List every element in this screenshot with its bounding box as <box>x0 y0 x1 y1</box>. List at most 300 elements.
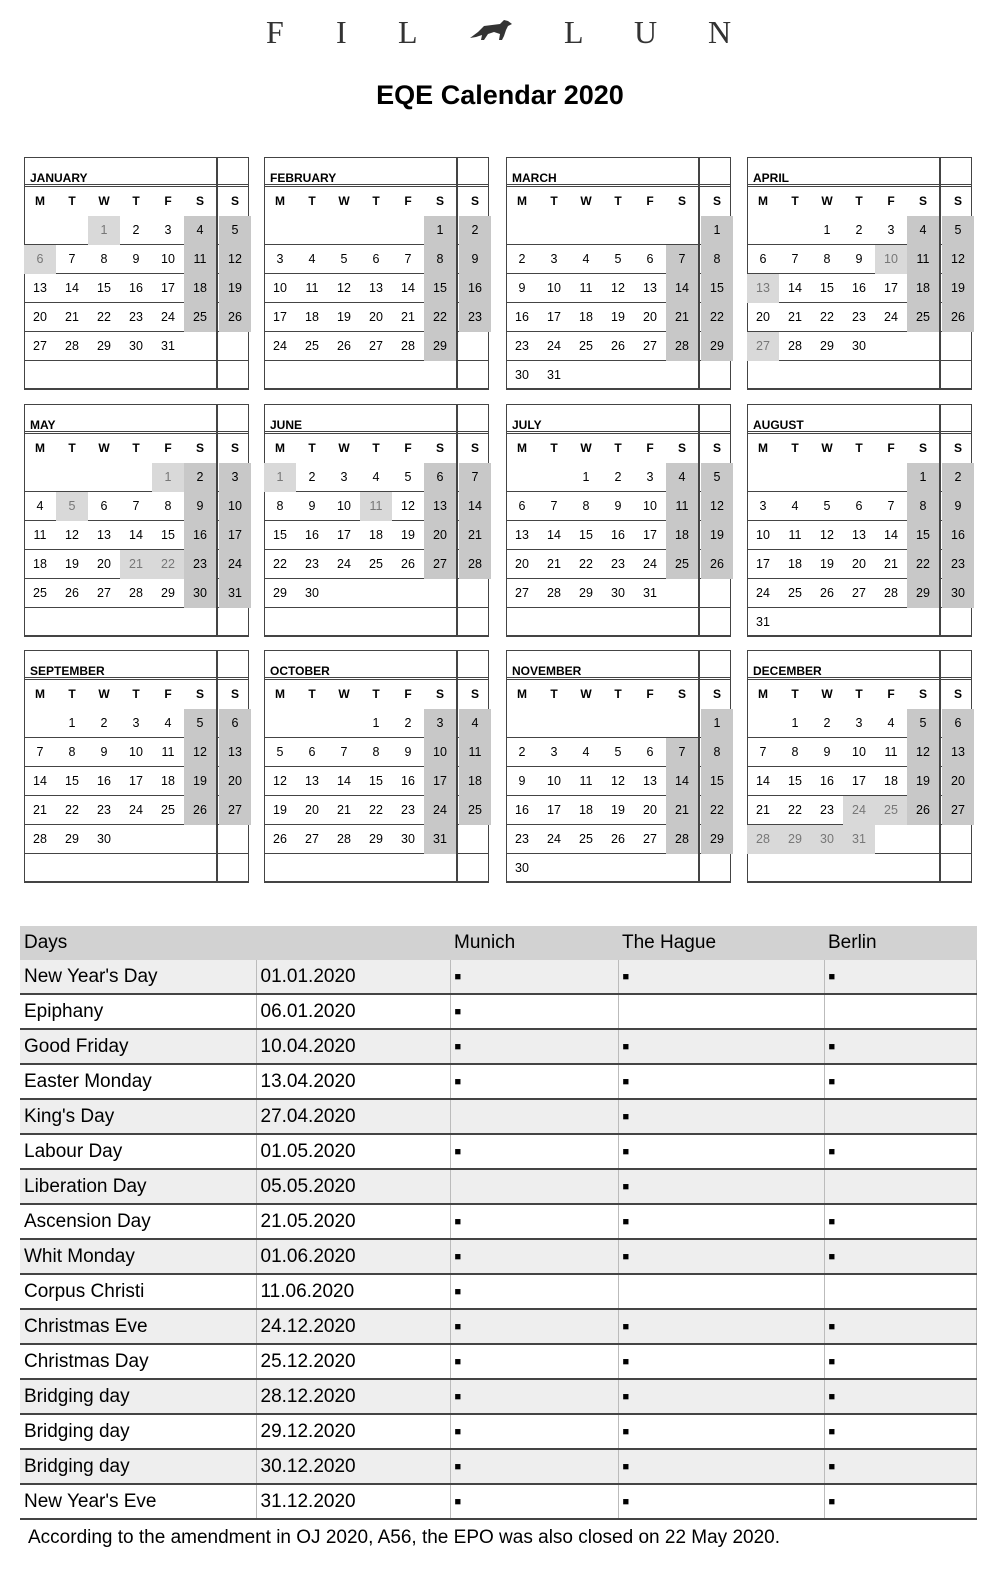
munich-mark: ■ <box>450 1344 618 1379</box>
munich-mark: ■ <box>450 994 618 1029</box>
calendar-day: 4 <box>887 716 895 730</box>
weekday-label: S <box>435 194 444 208</box>
calendar-day: 27 <box>219 796 251 825</box>
calendar-day: 9 <box>518 281 526 295</box>
weekday-label: W <box>338 194 350 208</box>
calendar-day: 24 <box>219 550 251 579</box>
calendar-day: 28 <box>337 832 351 846</box>
weekday-label: T <box>132 441 140 455</box>
calendar-day: 12 <box>907 738 939 767</box>
weekday-label: F <box>164 687 172 701</box>
calendar-day: 8 <box>791 745 799 759</box>
calendar-day: 28 <box>747 825 779 854</box>
calendar-day: 15 <box>701 274 733 303</box>
weekday-label: W <box>821 441 833 455</box>
calendar-day: 7 <box>459 463 491 492</box>
calendar-day: 15 <box>907 521 939 550</box>
weekday-label: S <box>677 441 686 455</box>
calendar-day: 2 <box>404 716 412 730</box>
calendar-day: 25 <box>666 550 698 579</box>
the-hague-mark: ■ <box>618 960 824 994</box>
table-row <box>20 1449 977 1484</box>
calendar-day: 11 <box>33 528 47 542</box>
calendar-day: 30 <box>305 586 319 600</box>
calendar-day: 10 <box>219 492 251 521</box>
calendar-day: 13 <box>33 281 47 295</box>
weekday-label: T <box>550 441 558 455</box>
calendar-day: 13 <box>747 274 779 303</box>
calendar-day: 5 <box>614 252 622 266</box>
holiday-date: 21.05.2020 <box>256 1204 450 1239</box>
calendar-day: 4 <box>164 716 172 730</box>
calendar-day: 20 <box>424 521 456 550</box>
month-name: MAY <box>30 418 56 432</box>
month-october <box>264 650 489 883</box>
calendar-day: 26 <box>942 303 974 332</box>
berlin-mark: ■ <box>824 1029 977 1064</box>
calendar-day: 7 <box>550 499 558 513</box>
weekday-label: S <box>230 194 239 208</box>
calendar-day: 13 <box>369 281 383 295</box>
calendar-day: 23 <box>97 803 111 817</box>
month-february <box>264 157 489 390</box>
calendar-day: 11 <box>360 492 392 521</box>
logo-letter: L <box>564 14 584 50</box>
the-hague-mark: ■ <box>618 1029 824 1064</box>
calendar-day: 7 <box>36 745 44 759</box>
the-hague-mark: ■ <box>618 1414 824 1449</box>
calendar-day: 13 <box>515 528 529 542</box>
weekday-label: T <box>132 687 140 701</box>
weekday-label: S <box>918 687 927 701</box>
calendar-day: 19 <box>65 557 79 571</box>
calendar-day: 3 <box>219 463 251 492</box>
munich-mark: ■ <box>450 1134 618 1169</box>
calendar-day: 26 <box>611 339 625 353</box>
calendar-day: 24 <box>424 796 456 825</box>
calendar-day: 12 <box>184 738 216 767</box>
calendar-day: 27 <box>515 586 529 600</box>
calendar-day: 24 <box>547 832 561 846</box>
calendar-day: 4 <box>582 252 590 266</box>
weekday-label: M <box>517 194 527 208</box>
calendar-day: 6 <box>646 252 654 266</box>
berlin-mark: ■ <box>824 1379 977 1414</box>
calendar-day: 30 <box>811 825 843 854</box>
holiday-date: 24.12.2020 <box>256 1309 450 1344</box>
weekday-label: M <box>758 194 768 208</box>
calendar-day: 21 <box>788 310 802 324</box>
calendar-day: 25 <box>305 339 319 353</box>
holiday-name: Ascension Day <box>20 1204 256 1239</box>
calendar-day: 2 <box>518 745 526 759</box>
calendar-day: 22 <box>701 303 733 332</box>
holiday-date: 13.04.2020 <box>256 1064 450 1099</box>
weekday-label: F <box>646 441 654 455</box>
calendar-day: 8 <box>68 745 76 759</box>
calendar-day: 23 <box>401 803 415 817</box>
header-the-hague: The Hague <box>618 926 824 960</box>
calendar-day: 24 <box>161 310 175 324</box>
calendar-day: 25 <box>579 832 593 846</box>
weekday-label: T <box>791 687 799 701</box>
calendar-day: 2 <box>100 716 108 730</box>
calendar-day: 16 <box>97 774 111 788</box>
month-name: FEBRUARY <box>270 171 337 185</box>
holiday-date: 11.06.2020 <box>256 1274 450 1309</box>
calendar-day: 8 <box>100 252 108 266</box>
holiday-name: Liberation Day <box>20 1169 256 1204</box>
calendar-day: 29 <box>820 339 834 353</box>
calendar-day: 1 <box>791 716 799 730</box>
weekday-label: S <box>712 194 721 208</box>
berlin-mark <box>824 1274 977 1309</box>
calendar-day: 28 <box>666 332 698 361</box>
calendar-day: 14 <box>337 774 351 788</box>
berlin-mark: ■ <box>824 1344 977 1379</box>
calendar-day: 11 <box>305 281 319 295</box>
calendar-day: 28 <box>666 825 698 854</box>
calendar-day: 3 <box>887 223 895 237</box>
calendar-day: 17 <box>219 521 251 550</box>
weekday-label: F <box>887 194 895 208</box>
weekday-label: W <box>98 441 110 455</box>
table-row <box>20 1274 977 1309</box>
month-november <box>506 650 731 883</box>
calendar-day: 11 <box>907 245 939 274</box>
berlin-mark <box>824 994 977 1029</box>
calendar-day: 17 <box>273 310 287 324</box>
calendar-day: 23 <box>515 339 529 353</box>
calendar-day: 20 <box>852 557 866 571</box>
calendar-day: 20 <box>515 557 529 571</box>
calendar-day: 25 <box>788 586 802 600</box>
calendar-day: 19 <box>820 557 834 571</box>
calendar-day: 2 <box>614 470 622 484</box>
calendar-day: 11 <box>884 745 898 759</box>
calendar-day: 26 <box>273 832 287 846</box>
calendar-day: 7 <box>666 245 698 274</box>
calendar-day: 20 <box>369 310 383 324</box>
weekday-label: T <box>372 194 380 208</box>
calendar-day: 29 <box>579 586 593 600</box>
weekday-label: W <box>580 194 592 208</box>
calendar-day: 14 <box>547 528 561 542</box>
weekday-label: S <box>470 194 479 208</box>
holiday-name: Christmas Day <box>20 1344 256 1379</box>
calendar-day: 14 <box>401 281 415 295</box>
weekday-label: S <box>230 687 239 701</box>
table-row <box>20 1414 977 1449</box>
calendar-day: 30 <box>515 368 529 382</box>
calendar-day: 3 <box>340 470 348 484</box>
calendar-day: 18 <box>459 767 491 796</box>
calendar-day: 2 <box>855 223 863 237</box>
the-hague-mark: ■ <box>618 1344 824 1379</box>
calendar-day: 15 <box>579 528 593 542</box>
weekday-label: T <box>372 687 380 701</box>
calendar-day: 12 <box>219 245 251 274</box>
month-name: APRIL <box>753 171 789 185</box>
weekday-label: W <box>98 687 110 701</box>
calendar-day: 4 <box>791 499 799 513</box>
holiday-name: Bridging day <box>20 1379 256 1414</box>
calendar-day: 30 <box>852 339 866 353</box>
calendar-day: 22 <box>820 310 834 324</box>
calendar-day: 1 <box>68 716 76 730</box>
table-row <box>20 1204 977 1239</box>
calendar-day: 14 <box>129 528 143 542</box>
calendar-day: 3 <box>132 716 140 730</box>
weekday-label: S <box>195 687 204 701</box>
calendar-day: 20 <box>643 803 657 817</box>
calendar-day: 7 <box>887 499 895 513</box>
weekday-label: S <box>677 194 686 208</box>
calendar-day: 20 <box>756 310 770 324</box>
calendar-day: 17 <box>129 774 143 788</box>
calendar-day: 10 <box>161 252 175 266</box>
calendar-day: 6 <box>24 245 56 274</box>
calendar-day: 27 <box>643 339 657 353</box>
the-hague-mark: ■ <box>618 1484 824 1519</box>
calendar-day: 18 <box>884 774 898 788</box>
holiday-date: 28.12.2020 <box>256 1379 450 1414</box>
calendar-day: 9 <box>614 499 622 513</box>
calendar-day: 26 <box>701 550 733 579</box>
table-row <box>20 1484 977 1519</box>
calendar-day: 26 <box>907 796 939 825</box>
calendar-day: 1 <box>264 463 296 492</box>
calendar-day: 16 <box>401 774 415 788</box>
calendar-day: 26 <box>65 586 79 600</box>
munich-mark: ■ <box>450 1274 618 1309</box>
calendar-day: 27 <box>747 332 779 361</box>
calendar-day: 28 <box>788 339 802 353</box>
calendar-day: 12 <box>337 281 351 295</box>
holiday-date: 01.06.2020 <box>256 1239 450 1274</box>
weekday-label: T <box>614 687 622 701</box>
calendar-day: 15 <box>273 528 287 542</box>
table-row <box>20 1379 977 1414</box>
month-name: JULY <box>512 418 542 432</box>
weekday-label: S <box>918 194 927 208</box>
calendar-day: 12 <box>65 528 79 542</box>
calendar-day: 2 <box>942 463 974 492</box>
weekday-label: M <box>35 194 45 208</box>
weekday-label: F <box>887 441 895 455</box>
calendar-day: 15 <box>65 774 79 788</box>
calendar-day: 19 <box>401 528 415 542</box>
calendar-day: 25 <box>33 586 47 600</box>
calendar-day: 25 <box>184 303 216 332</box>
calendar-day: 4 <box>372 470 380 484</box>
berlin-mark <box>824 1099 977 1134</box>
table-row <box>20 960 977 994</box>
calendar-day: 16 <box>820 774 834 788</box>
calendar-day: 6 <box>100 499 108 513</box>
calendar-day: 5 <box>56 492 88 521</box>
calendar-day: 12 <box>820 528 834 542</box>
dog-icon <box>468 18 514 42</box>
calendar-day: 8 <box>372 745 380 759</box>
holiday-date: 01.05.2020 <box>256 1134 450 1169</box>
calendar-day: 12 <box>611 774 625 788</box>
calendar-day: 16 <box>611 528 625 542</box>
month-august <box>747 404 972 637</box>
calendar-day: 2 <box>308 470 316 484</box>
calendar-day: 15 <box>701 767 733 796</box>
calendar-day: 29 <box>161 586 175 600</box>
holiday-name: Bridging day <box>20 1414 256 1449</box>
calendar-day: 30 <box>515 861 529 875</box>
weekday-label: M <box>758 441 768 455</box>
calendar-day: 5 <box>942 216 974 245</box>
calendar-day: 16 <box>942 521 974 550</box>
weekday-label: S <box>953 194 962 208</box>
calendar-day: 5 <box>614 745 622 759</box>
month-name: JANUARY <box>30 171 88 185</box>
header-munich: Munich <box>450 926 618 960</box>
calendar-day: 24 <box>547 339 561 353</box>
calendar-day: 1 <box>823 223 831 237</box>
weekday-label: M <box>275 687 285 701</box>
calendar-day: 12 <box>701 492 733 521</box>
calendar-day: 26 <box>401 557 415 571</box>
calendar-day: 17 <box>852 774 866 788</box>
weekday-label: F <box>646 194 654 208</box>
calendar-day: 24 <box>884 310 898 324</box>
calendar-day: 31 <box>843 825 875 854</box>
the-hague-mark: ■ <box>618 1134 824 1169</box>
weekday-label: T <box>68 441 76 455</box>
calendar-day: 9 <box>132 252 140 266</box>
calendar-day: 7 <box>759 745 767 759</box>
table-row <box>20 1029 977 1064</box>
calendar-day: 15 <box>161 528 175 542</box>
calendar-day: 15 <box>788 774 802 788</box>
weekday-label: T <box>308 687 316 701</box>
calendar-day: 8 <box>582 499 590 513</box>
calendar-day: 27 <box>942 796 974 825</box>
weekday-label: T <box>614 194 622 208</box>
calendar-day: 26 <box>337 339 351 353</box>
berlin-mark: ■ <box>824 1414 977 1449</box>
calendar-day: 14 <box>65 281 79 295</box>
calendar-day: 22 <box>579 557 593 571</box>
calendar-day: 6 <box>219 709 251 738</box>
calendar-day: 24 <box>129 803 143 817</box>
calendar-day: 2 <box>518 252 526 266</box>
calendar-day: 1 <box>372 716 380 730</box>
calendar-day: 23 <box>852 310 866 324</box>
calendar-day: 21 <box>666 303 698 332</box>
calendar-day: 29 <box>65 832 79 846</box>
the-hague-mark: ■ <box>618 1169 824 1204</box>
calendar-day: 4 <box>582 745 590 759</box>
holiday-name: Bridging day <box>20 1449 256 1484</box>
munich-mark <box>450 1099 618 1134</box>
calendar-day: 1 <box>582 470 590 484</box>
calendar-day: 12 <box>401 499 415 513</box>
calendar-day: 1 <box>701 216 733 245</box>
weekday-label: T <box>855 194 863 208</box>
calendar-day: 7 <box>68 252 76 266</box>
calendar-day: 11 <box>666 492 698 521</box>
weekday-label: S <box>470 687 479 701</box>
calendar-day: 8 <box>424 245 456 274</box>
calendar-day: 30 <box>97 832 111 846</box>
weekday-label: T <box>68 194 76 208</box>
calendar-day: 29 <box>97 339 111 353</box>
calendar-day: 16 <box>515 803 529 817</box>
calendar-day: 10 <box>643 499 657 513</box>
holiday-name: Christmas Eve <box>20 1309 256 1344</box>
month-name: MARCH <box>512 171 557 185</box>
table-row <box>20 1239 977 1274</box>
calendar-day: 20 <box>97 557 111 571</box>
weekday-label: W <box>98 194 110 208</box>
calendar-day: 21 <box>884 557 898 571</box>
calendar-day: 13 <box>942 738 974 767</box>
calendar-day: 11 <box>184 245 216 274</box>
calendar-day: 9 <box>942 492 974 521</box>
calendar-day: 2 <box>132 223 140 237</box>
calendar-day: 31 <box>643 586 657 600</box>
calendar-day: 29 <box>779 825 811 854</box>
calendar-day: 16 <box>184 521 216 550</box>
calendar-day: 27 <box>852 586 866 600</box>
calendar-day: 24 <box>643 557 657 571</box>
weekday-label: W <box>338 441 350 455</box>
calendar-day: 25 <box>875 796 907 825</box>
calendar-day: 17 <box>161 281 175 295</box>
calendar-day: 30 <box>184 579 216 608</box>
calendar-day: 9 <box>855 252 863 266</box>
calendar-day: 20 <box>33 310 47 324</box>
calendar-day: 13 <box>424 492 456 521</box>
holiday-name: Labour Day <box>20 1134 256 1169</box>
calendar-day: 13 <box>643 281 657 295</box>
weekday-label: T <box>132 194 140 208</box>
calendar-day: 29 <box>424 332 456 361</box>
weekday-label: W <box>580 441 592 455</box>
calendar-day: 24 <box>337 557 351 571</box>
the-hague-mark: ■ <box>618 1379 824 1414</box>
calendar-day: 16 <box>459 274 491 303</box>
calendar-day: 4 <box>36 499 44 513</box>
calendar-day: 30 <box>401 832 415 846</box>
calendar-day: 2 <box>823 716 831 730</box>
calendar-day: 6 <box>646 745 654 759</box>
munich-mark: ■ <box>450 1309 618 1344</box>
weekday-label: S <box>435 441 444 455</box>
calendar-day: 17 <box>547 310 561 324</box>
calendar-day: 16 <box>305 528 319 542</box>
calendar-day: 18 <box>369 528 383 542</box>
calendar-day: 25 <box>161 803 175 817</box>
holiday-table-header <box>20 926 977 960</box>
calendar-day: 15 <box>820 281 834 295</box>
calendar-day: 7 <box>132 499 140 513</box>
calendar-day: 29 <box>701 825 733 854</box>
calendar-day: 28 <box>884 586 898 600</box>
page-title: EQE Calendar 2020 <box>376 80 624 110</box>
weekday-label: T <box>550 687 558 701</box>
calendar-day: 28 <box>33 832 47 846</box>
weekday-label: M <box>275 441 285 455</box>
weekday-label: W <box>580 687 592 701</box>
month-june <box>264 404 489 637</box>
